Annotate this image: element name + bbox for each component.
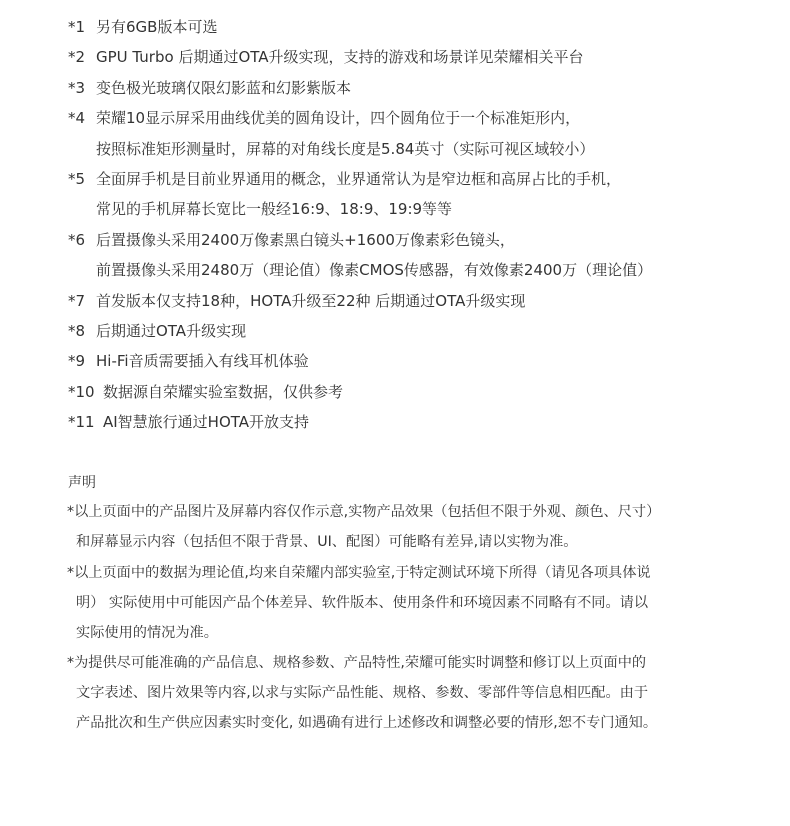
footnote-text: AI智慧旅行通过HOTA开放支持 (103, 413, 310, 432)
footnote-3 (0, 73, 790, 103)
footnote-10 (0, 377, 790, 407)
footnote-text: 后期通过OTA升级实现 (96, 321, 247, 340)
footnote-1 (0, 12, 790, 42)
footnote-number: *7 (68, 291, 86, 310)
disclaimer-paragraph-2-line-1: *以上页面中的数据为理论值,均来自荣耀内部实验室,于特定测试环境下所得（请见各项具体说 (67, 565, 651, 581)
footnote-text: 数据源自荣耀实验室数据，仅供参考 (103, 382, 344, 401)
disclaimer-paragraph-2-line-3: 实际使用的情况为准。 (76, 625, 218, 641)
footnote-text: 前置摄像头采用2480万（理论值）像素CMOS传感器，有效像素2400万（理论值） (96, 261, 653, 280)
footnote-11 (0, 407, 790, 437)
footnote-text: 全面屏手机是目前业界通用的概念，业界通常认为是窄边框和高屏占比的手机， (96, 169, 622, 188)
disclaimer-paragraph-1-line-2: 和屏幕显示内容（包括但不限于背景、UI、配图）可能略有差异,请以实物为准。 (76, 534, 578, 550)
disclaimer-paragraph-3-line-2: 文字表述、图片效果等内容,以求与实际产品性能、规格、参数、零部件等信息相匹配。由于 (76, 685, 649, 701)
footnote-number: *10 (68, 382, 95, 401)
footnote-number: *8 (68, 321, 86, 340)
footnote-text: 另有6GB版本可选 (96, 18, 218, 36)
footnote-number: *1 (68, 18, 86, 36)
footnote-6 (0, 225, 790, 255)
footnote-text: 常见的手机屏幕长宽比一般经16:9、18:9、19:9等等 (96, 200, 453, 219)
footnote-8 (0, 316, 790, 346)
footnote-5-continued (0, 194, 790, 224)
disclaimer-paragraph-3-line-1: *为提供尽可能准确的产品信息、规格参数、产品特性,荣耀可能实时调整和修订以上页面中的 (67, 655, 647, 671)
footnote-4-continued (0, 134, 790, 164)
footnote-number: *3 (68, 78, 86, 97)
footnote-7 (0, 286, 790, 316)
footnote-4 (0, 103, 790, 133)
disclaimer-paragraph-3-line-3: 产品批次和生产供应因素实时变化, 如遇确有进行上述修改和调整必要的情形,恕不专门通知。 (76, 715, 658, 731)
footnote-text: Hi-Fi音质需要插入有线耳机体验 (96, 352, 309, 371)
footnote-number: *9 (68, 352, 86, 371)
footnote-number: *4 (68, 109, 86, 128)
footnote-number: *5 (68, 169, 86, 188)
disclaimer-title: 声明 (68, 475, 96, 491)
disclaimer-paragraph-1-line-1: *以上页面中的产品图片及屏幕内容仅作示意,实物产品效果（包括但不限于外观、颜色、尺寸） (67, 504, 661, 520)
disclaimer-paragraph-2-line-2: 明） 实际使用中可能因产品个体差异、软件版本、使用条件和环境因素不同略有不同。请以 (76, 595, 649, 611)
footnote-text: 按照标准矩形测量时，屏幕的对角线长度是5.84英寸（实际可视区域较小） (96, 139, 595, 158)
footnote-text: 后置摄像头采用2400万像素黑白镜头+1600万像素彩色镜头， (96, 230, 515, 249)
footnote-text: 首发版本仅支持18种，HOTA升级至22种 后期通过OTA升级实现 (96, 291, 526, 310)
footnote-text: GPU Turbo 后期通过OTA升级实现，支持的游戏和场景详见荣耀相关平台 (96, 48, 584, 67)
footnote-2 (0, 42, 790, 72)
footnote-number: *11 (68, 413, 95, 432)
footnote-5 (0, 164, 790, 194)
footnote-number: *2 (68, 48, 86, 67)
footnote-number: *6 (68, 230, 86, 249)
footnote-9 (0, 346, 790, 376)
footnote-6-continued (0, 255, 790, 285)
footnote-text: 荣耀10显示屏采用曲线优美的圆角设计，四个圆角位于一个标准矩形内， (96, 109, 581, 128)
footnote-text: 变色极光玻璃仅限幻影蓝和幻影紫版本 (96, 78, 352, 97)
spec-footnotes (0, 12, 790, 437)
